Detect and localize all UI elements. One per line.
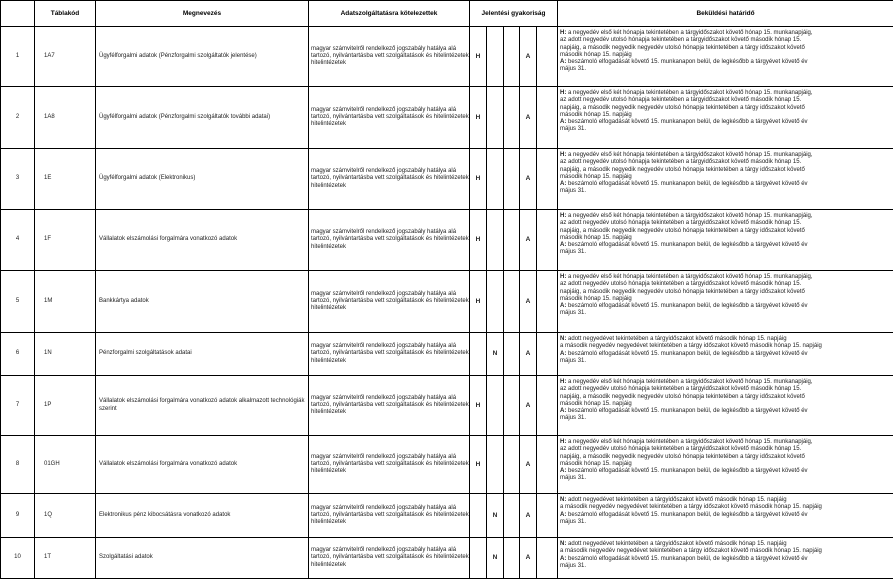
deadline-line — [560, 541, 891, 548]
frequency-cell — [470, 494, 487, 538]
obligated-line: magyar számvitelről rendelkező jogszabály hatálya alá — [311, 229, 467, 236]
deadline-line — [560, 66, 891, 73]
frequency-cell — [537, 538, 558, 579]
frequency-cell: A — [520, 333, 537, 376]
deadline-line — [560, 105, 891, 112]
deadline-line — [560, 249, 891, 256]
deadline-line — [560, 90, 891, 97]
deadline-value: beszámoló elfogadását követő 15. munkanapon belül, de legkésőbb a tárgyévet követő év — [566, 512, 807, 518]
obligated-line: tartozó, nyilvántartásba vett szolgáltatások és hitelintézetek — [311, 554, 467, 561]
deadline-value: a negyedév első két hónapja tekintetében a tárgyidőszakot követő hónap 15. munkanapjáig, — [566, 30, 812, 36]
deadline-line — [560, 401, 891, 408]
deadline-line — [560, 181, 891, 188]
table-row — [1, 538, 893, 579]
frequency-cell: H — [470, 149, 487, 210]
obligated-line: tartozó, nyilvántartásba vett szolgáltatások és hitelintézetek — [311, 461, 467, 468]
deadline-value: adott negyedévet tekintetében a tárgyidőszakot követő második hónap 15. napjáig — [566, 497, 786, 503]
deadline-line — [560, 59, 891, 66]
deadline-value: az adott negyedév utolsó hónapja tekintetében a tárgyidőszakot követő második hónap 15. — [560, 386, 801, 392]
table-body — [1, 27, 893, 579]
obligated-line: hitelintézetek — [311, 358, 467, 365]
header-num — [1, 1, 35, 27]
deadline-value: a második negyedév negyedévet tekintetében a tárgy időszakot követő második hónap 15. napjáig — [560, 343, 822, 349]
obligated-line: magyar számvitelről rendelkező jogszabály hatálya alá — [311, 343, 467, 350]
deadline-value: második hónap 15. napjáig — [560, 235, 632, 241]
deadline-key: A: — [560, 512, 566, 518]
frequency-cell — [470, 333, 487, 376]
deadline-line — [560, 461, 891, 468]
frequency-cell — [504, 149, 520, 210]
deadline-line — [560, 52, 891, 59]
table-name: Vállalatok elszámolási forgalmára vonatkozó adatok — [96, 436, 309, 494]
obligated-line: magyar számvitelről rendelkező jogszabály hatálya alá — [311, 46, 467, 53]
deadline-line — [560, 119, 891, 126]
deadline-line — [560, 45, 891, 52]
deadline-key: A: — [560, 556, 566, 562]
deadline-line — [560, 188, 891, 195]
deadline-line — [560, 497, 891, 504]
obligated-line: tartozó, nyilvántartásba vett szolgáltatások és hitelintézetek — [311, 114, 467, 121]
deadline-line — [560, 379, 891, 386]
deadline-line — [560, 30, 891, 37]
row-number: 4 — [1, 210, 35, 271]
frequency-cell: H — [470, 376, 487, 436]
table-name: Vállalatok elszámolási forgalmára vonatkozó adatok — [96, 210, 309, 271]
frequency-cell — [487, 210, 504, 271]
deadline-key: N: — [560, 336, 566, 342]
deadline-value: beszámoló elfogadását követő 15. munkanapon belül, de legkésőbb a tárgyévet követő év — [566, 556, 807, 562]
obligated-parties — [309, 436, 470, 494]
frequency-cell — [487, 436, 504, 494]
table-row — [1, 436, 893, 494]
deadline-text — [558, 376, 893, 436]
table-code: 1A7 — [35, 27, 96, 87]
deadline-line — [560, 548, 891, 555]
table-row — [1, 271, 893, 333]
obligated-line: tartozó, nyilvántartásba vett szolgáltatások és hitelintézetek — [311, 402, 467, 409]
deadline-line — [560, 475, 891, 482]
frequency-cell — [487, 376, 504, 436]
obligated-line: hitelintézetek — [311, 60, 467, 67]
frequency-cell — [537, 436, 558, 494]
deadline-line — [560, 303, 891, 310]
deadline-key: A: — [560, 468, 566, 474]
deadline-line — [560, 159, 891, 166]
obligated-parties — [309, 87, 470, 149]
frequency-cell — [504, 436, 520, 494]
deadline-line — [560, 563, 891, 570]
deadline-value: az adott negyedév utolsó hónapja tekintetében a tárgyidőszakot követő második hónap 15. — [560, 281, 801, 287]
obligated-line: hitelintézetek — [311, 409, 467, 416]
deadline-text — [558, 333, 893, 376]
obligated-line: hitelintézetek — [311, 519, 467, 526]
deadline-value: beszámoló elfogadását követő 15. munkanapon belül, de legkésőbb a tárgyévet követő év — [566, 59, 807, 65]
table-row — [1, 27, 893, 87]
deadline-value: a negyedév első két hónapja tekintetében a tárgyidőszakot követő hónap 15. munkanapjáig, — [566, 439, 812, 445]
deadline-value: második hónap 15. napjáig — [560, 401, 632, 407]
frequency-cell — [504, 333, 520, 376]
table-name: Vállalatok elszámolási forgalmára vonatkozó adatok alkalmazott technológiák szerint — [96, 376, 309, 436]
obligated-line: tartozó, nyilvántartásba vett szolgáltatások és hitelintézetek — [311, 53, 467, 60]
row-number: 1 — [1, 27, 35, 87]
table-code: 1A8 — [35, 87, 96, 149]
deadline-line — [560, 296, 891, 303]
frequency-cell — [470, 538, 487, 579]
deadline-line — [560, 228, 891, 235]
deadline-value: a második negyedév negyedévet tekintetében a tárgy időszakot követő második hónap 15. napjáig — [560, 504, 822, 510]
table-row — [1, 333, 893, 376]
deadline-line — [560, 512, 891, 519]
row-number: 3 — [1, 149, 35, 210]
frequency-cell: A — [520, 149, 537, 210]
deadline-value: az adott negyedév utolsó hónapja tekintetében a tárgyidőszakot követő második hónap 15. — [560, 97, 801, 103]
deadline-value: május 31. — [560, 475, 586, 481]
table-code: 1T — [35, 538, 96, 579]
frequency-cell — [537, 87, 558, 149]
obligated-parties — [309, 271, 470, 333]
frequency-cell: A — [520, 210, 537, 271]
frequency-cell: A — [520, 376, 537, 436]
table-name: Elektronikus pénz kibocsátásra vonatkozó adatok — [96, 494, 309, 538]
frequency-cell — [504, 271, 520, 333]
deadline-key: H: — [560, 213, 566, 219]
obligated-line: magyar számvitelről rendelkező jogszabály hatálya alá — [311, 395, 467, 402]
deadline-value: a negyedév első két hónapja tekintetében a tárgyidőszakot követő hónap 15. munkanapjáig, — [566, 379, 812, 385]
header-deadline: Beküldési határidő — [558, 1, 893, 27]
deadline-line — [560, 446, 891, 453]
deadline-line — [560, 358, 891, 365]
table-code: 1Q — [35, 494, 96, 538]
table-row — [1, 494, 893, 538]
deadline-value: adott negyedévet tekintetében a tárgyidőszakot követő második hónap 15. napjáig — [566, 541, 786, 547]
deadline-key: A: — [560, 303, 566, 309]
obligated-line: hitelintézetek — [311, 305, 467, 312]
frequency-cell — [504, 210, 520, 271]
deadline-value: a negyedév első két hónapja tekintetében a tárgyidőszakot követő hónap 15. munkanapjáig, — [566, 152, 812, 158]
obligated-parties — [309, 149, 470, 210]
deadline-key: A: — [560, 351, 566, 357]
row-number: 10 — [1, 538, 35, 579]
deadline-line — [560, 468, 891, 475]
header-name: Megnevezés — [96, 1, 309, 27]
row-number: 2 — [1, 87, 35, 149]
deadline-line — [560, 556, 891, 563]
deadline-key: A: — [560, 59, 566, 65]
row-number: 9 — [1, 494, 35, 538]
frequency-cell: H — [470, 87, 487, 149]
obligated-line: tartozó, nyilvántartásba vett szolgáltatások és hitelintézetek — [311, 175, 467, 182]
deadline-value: a második negyedév negyedévet tekintetében a tárgy időszakot követő második hónap 15. napjáig — [560, 548, 822, 554]
deadline-key: A: — [560, 119, 566, 125]
obligated-line: tartozó, nyilvántartásba vett szolgáltatások és hitelintézetek — [311, 350, 467, 357]
header-freq: Jelentési gyakoriság — [470, 1, 558, 27]
deadline-value: napjáig, a második negyedik negyedév utolsó hónapja tekintetében a tárgy időszakot követő — [560, 394, 805, 400]
frequency-cell — [487, 271, 504, 333]
deadline-line — [560, 97, 891, 104]
deadline-value: május 31. — [560, 126, 586, 132]
deadline-value: a negyedév első két hónapja tekintetében a tárgyidőszakot követő hónap 15. munkanapjáig, — [566, 90, 812, 96]
deadline-text — [558, 149, 893, 210]
frequency-cell: H — [470, 436, 487, 494]
obligated-line: magyar számvitelről rendelkező jogszabály hatálya alá — [311, 547, 467, 554]
frequency-cell: H — [470, 210, 487, 271]
obligated-line: magyar számvitelről rendelkező jogszabály hatálya alá — [311, 168, 467, 175]
obligated-line: magyar számvitelről rendelkező jogszabály hatálya alá — [311, 505, 467, 512]
deadline-value: napjáig, a második negyedik negyedév utolsó hónapja tekintetében a tárgy időszakot követő — [560, 105, 805, 111]
row-number: 6 — [1, 333, 35, 376]
table-code: 1F — [35, 210, 96, 271]
deadline-key: H: — [560, 90, 566, 96]
deadline-key: H: — [560, 274, 566, 280]
deadline-line — [560, 351, 891, 358]
deadline-key: N: — [560, 497, 566, 503]
header-code: Táblakód — [35, 1, 96, 27]
frequency-cell: A — [520, 27, 537, 87]
table-code: 1P — [35, 376, 96, 436]
frequency-cell: A — [520, 436, 537, 494]
table-row — [1, 87, 893, 149]
deadline-key: H: — [560, 379, 566, 385]
table-name: Pénzforgalmi szolgáltatások adatai — [96, 333, 309, 376]
table-name: Ügyfélforgalmi adatok (Pénzforgalmi szolgáltatók jelentése) — [96, 27, 309, 87]
deadline-line — [560, 274, 891, 281]
deadline-value: beszámoló elfogadását követő 15. munkanapon belül, de legkésőbb a tárgyévet követő év — [566, 408, 807, 414]
frequency-cell — [504, 376, 520, 436]
table-name: Ügyfélforgalmi adatok (Pénzforgalmi szolgáltatók további adatai) — [96, 87, 309, 149]
deadline-value: május 31. — [560, 563, 586, 569]
deadline-value: második hónap 15. napjáig — [560, 461, 632, 467]
deadline-line — [560, 37, 891, 44]
frequency-cell — [504, 27, 520, 87]
table-name: Bankkártya adatok — [96, 271, 309, 333]
deadline-line — [560, 220, 891, 227]
table-row — [1, 376, 893, 436]
obligated-line: tartozó, nyilvántartásba vett szolgáltatások és hitelintézetek — [311, 298, 467, 305]
frequency-cell — [537, 27, 558, 87]
deadline-line — [560, 394, 891, 401]
frequency-cell — [537, 210, 558, 271]
frequency-cell: N — [487, 538, 504, 579]
row-number: 8 — [1, 436, 35, 494]
frequency-cell: N — [487, 333, 504, 376]
deadline-value: az adott negyedév utolsó hónapja tekintetében a tárgyidőszakot követő második hónap 15. — [560, 446, 801, 452]
deadline-line — [560, 343, 891, 350]
table-name: Szolgáltatási adatok — [96, 538, 309, 579]
deadline-key: H: — [560, 152, 566, 158]
table-code: 1N — [35, 333, 96, 376]
deadline-value: adott negyedévet tekintetében a tárgyidőszakot követő második hónap 15. napjáig — [566, 336, 786, 342]
table-code: 1E — [35, 149, 96, 210]
obligated-parties — [309, 210, 470, 271]
deadline-line — [560, 504, 891, 511]
frequency-cell — [537, 494, 558, 538]
frequency-cell — [487, 87, 504, 149]
obligated-line: hitelintézetek — [311, 562, 467, 569]
frequency-cell — [537, 376, 558, 436]
deadline-line — [560, 310, 891, 317]
deadline-key: H: — [560, 30, 566, 36]
deadline-value: napjáig, a második negyedik negyedév utolsó hónapja tekintetében a tárgy időszakot követő — [560, 289, 805, 295]
frequency-cell — [504, 538, 520, 579]
obligated-parties — [309, 494, 470, 538]
table-row — [1, 149, 893, 210]
frequency-cell — [504, 87, 520, 149]
deadline-value: május 31. — [560, 519, 586, 525]
deadline-line — [560, 126, 891, 133]
deadline-line — [560, 174, 891, 181]
header-row — [1, 1, 893, 27]
deadline-line — [560, 242, 891, 249]
table-code: 1M — [35, 271, 96, 333]
deadline-key: A: — [560, 408, 566, 414]
deadline-value: május 31. — [560, 66, 586, 72]
deadline-value: beszámoló elfogadását követő 15. munkanapon belül, de legkésőbb a tárgyévet követő év — [566, 468, 807, 474]
frequency-cell — [487, 27, 504, 87]
deadline-line — [560, 289, 891, 296]
obligated-line: hitelintézetek — [311, 121, 467, 128]
deadline-value: második hónap 15. napjáig — [560, 174, 632, 180]
obligated-line: tartozó, nyilvántartásba vett szolgáltatások és hitelintézetek — [311, 512, 467, 519]
deadline-value: május 31. — [560, 249, 586, 255]
frequency-cell — [487, 149, 504, 210]
frequency-cell — [537, 271, 558, 333]
deadline-value: az adott negyedév utolsó hónapja tekintetében a tárgyidőszakot követő második hónap 15. — [560, 37, 801, 43]
deadline-value: beszámoló elfogadását követő 15. munkanapon belül, de legkésőbb a tárgyévet követő év — [566, 351, 807, 357]
frequency-cell: A — [520, 494, 537, 538]
obligated-line: magyar számvitelről rendelkező jogszabály hatálya alá — [311, 107, 467, 114]
obligated-parties — [309, 376, 470, 436]
deadline-line — [560, 439, 891, 446]
deadline-line — [560, 167, 891, 174]
deadline-value: beszámoló elfogadását követő 15. munkanapon belül, de legkésőbb a tárgyévet követő év — [566, 181, 807, 187]
deadline-line — [560, 213, 891, 220]
row-number: 7 — [1, 376, 35, 436]
deadline-value: beszámoló elfogadását követő 15. munkanapon belül, de legkésőbb a tárgyévet követő év — [566, 242, 807, 248]
deadline-value: második hónap 15. napjáig — [560, 52, 632, 58]
deadline-value: a negyedév első két hónapja tekintetében a tárgyidőszakot követő hónap 15. munkanapjáig, — [566, 274, 812, 280]
deadline-text — [558, 538, 893, 579]
frequency-cell — [537, 333, 558, 376]
deadline-line — [560, 152, 891, 159]
obligated-line: magyar számvitelről rendelkező jogszabály hatálya alá — [311, 454, 467, 461]
frequency-cell: A — [520, 271, 537, 333]
deadline-line — [560, 112, 891, 119]
deadline-value: május 31. — [560, 358, 586, 364]
obligated-line: hitelintézetek — [311, 468, 467, 475]
frequency-cell: H — [470, 271, 487, 333]
deadline-line — [560, 336, 891, 343]
row-number: 5 — [1, 271, 35, 333]
table-code: 01GH — [35, 436, 96, 494]
deadline-text — [558, 210, 893, 271]
frequency-cell: A — [520, 538, 537, 579]
deadline-value: napjáig, a második negyedik negyedév utolsó hónapja tekintetében a tárgy időszakot követő — [560, 45, 805, 51]
frequency-cell: A — [520, 87, 537, 149]
deadline-value: második hónap 15. napjáig — [560, 296, 632, 302]
deadline-key: A: — [560, 181, 566, 187]
frequency-cell: N — [487, 494, 504, 538]
deadline-value: a negyedév első két hónapja tekintetében a tárgyidőszakot követő hónap 15. munkanapjáig, — [566, 213, 812, 219]
deadline-value: május 31. — [560, 188, 586, 194]
deadline-value: május 31. — [560, 415, 586, 421]
deadline-line — [560, 281, 891, 288]
table-row — [1, 210, 893, 271]
deadline-key: N: — [560, 541, 566, 547]
deadline-value: napjáig, a második negyedik negyedév utolsó hónapja tekintetében a tárgy időszakot követő — [560, 454, 805, 460]
deadline-text — [558, 436, 893, 494]
obligated-parties — [309, 538, 470, 579]
deadline-value: az adott negyedév utolsó hónapja tekintetében a tárgyidőszakot követő második hónap 15. — [560, 220, 801, 226]
deadline-text — [558, 494, 893, 538]
obligated-line: magyar számvitelről rendelkező jogszabály hatálya alá — [311, 291, 467, 298]
frequency-cell — [504, 494, 520, 538]
frequency-cell — [537, 149, 558, 210]
deadline-line — [560, 235, 891, 242]
deadline-text — [558, 271, 893, 333]
deadline-value: beszámoló elfogadását követő 15. munkanapon belül, de legkésőbb a tárgyévet követő év — [566, 119, 807, 125]
header-basis: Adatszolgáltatásra kötelezettek — [309, 1, 470, 27]
deadline-value: napjáig, a második negyedik negyedév utolsó hónapja tekintetében a tárgy időszakot követő — [560, 228, 805, 234]
obligated-line: tartozó, nyilvántartásba vett szolgáltatások és hitelintézetek — [311, 236, 467, 243]
obligated-line: hitelintézetek — [311, 244, 467, 251]
deadline-value: második hónap 15. napjáig — [560, 112, 632, 118]
deadline-value: május 31. — [560, 310, 586, 316]
deadline-value: beszámoló elfogadását követő 15. munkanapon belül, de legkésőbb a tárgyévet követő év — [566, 303, 807, 309]
deadline-key: A: — [560, 242, 566, 248]
deadline-text — [558, 27, 893, 87]
deadline-line — [560, 454, 891, 461]
obligated-parties — [309, 333, 470, 376]
obligated-line: hitelintézetek — [311, 183, 467, 190]
table-name: Ügyfélforgalmi adatok (Elektronikus) — [96, 149, 309, 210]
deadline-line — [560, 519, 891, 526]
deadline-line — [560, 415, 891, 422]
deadline-value: napjáig, a második negyedik negyedév utolsó hónapja tekintetében a tárgy időszakot követő — [560, 167, 805, 173]
deadline-key: H: — [560, 439, 566, 445]
deadline-value: az adott negyedév utolsó hónapja tekintetében a tárgyidőszakot követő második hónap 15. — [560, 159, 801, 165]
deadline-text — [558, 87, 893, 149]
deadline-line — [560, 408, 891, 415]
deadline-line — [560, 386, 891, 393]
frequency-cell: H — [470, 27, 487, 87]
obligated-parties — [309, 27, 470, 87]
